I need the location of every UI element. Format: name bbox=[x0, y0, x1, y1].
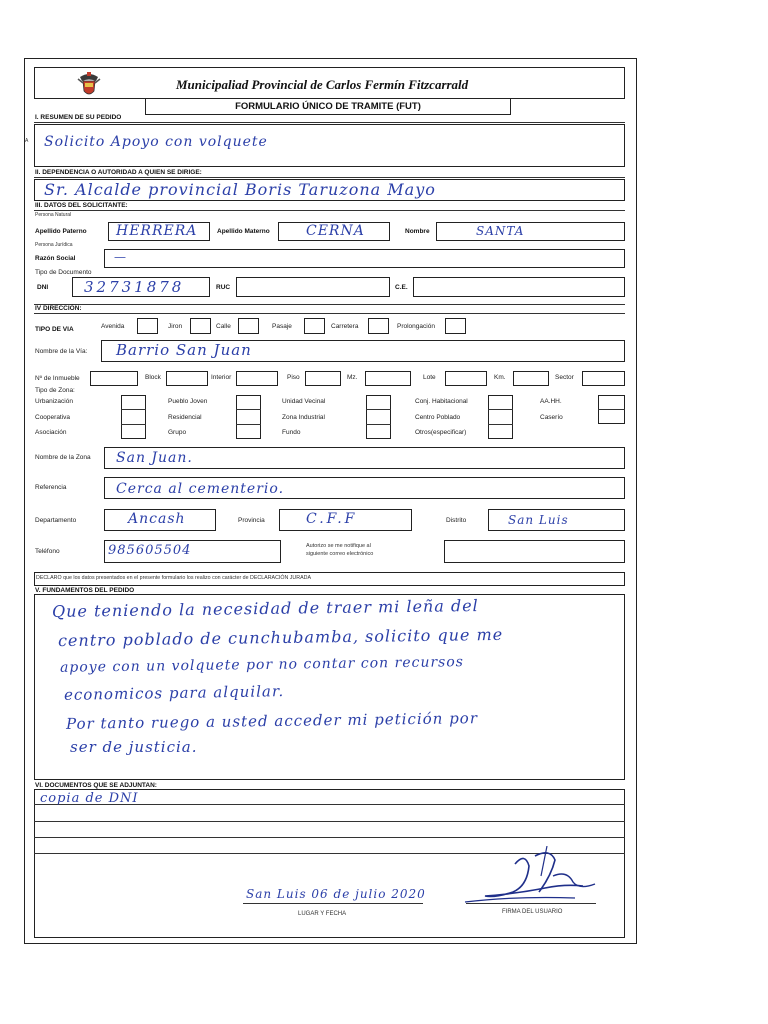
via-carretera-label: Carretera bbox=[331, 323, 359, 330]
razon-social-value: — bbox=[114, 250, 127, 264]
zona-fundo-label: Fundo bbox=[282, 429, 301, 436]
documento-item-1: copia de DNI bbox=[40, 791, 139, 806]
persona-natural-label: Persona Natural bbox=[35, 212, 72, 218]
via-avenida-label: Avenida bbox=[101, 323, 125, 330]
via-prolongacion-checkbox[interactable] bbox=[445, 318, 466, 334]
telefono-value: 985605504 bbox=[108, 543, 192, 558]
apellido-paterno-value: HERRERA bbox=[116, 223, 198, 239]
ruc-label: RUC bbox=[216, 284, 231, 291]
resumen-value: Solicito Apoyo con volquete bbox=[44, 134, 268, 150]
header-title: Municipaliad Provincial de Carlos Fermín Fitzcarrald bbox=[176, 77, 469, 92]
nombre-label: Nombre bbox=[405, 228, 430, 235]
form-title: FORMULARIO ÚNICO DE TRAMITE (FUT) bbox=[235, 101, 421, 112]
interior-label: Interior bbox=[211, 374, 232, 381]
nombre-zona-value: San Juan. bbox=[116, 450, 193, 466]
via-avenida-checkbox[interactable] bbox=[137, 318, 158, 334]
provincia-value: C.F.F bbox=[306, 511, 358, 527]
zona-urbanizacion-label: Urbanización bbox=[35, 398, 73, 405]
fundamentos-line-4: economicos para alquilar. bbox=[63, 682, 285, 704]
ce-label: C.E. bbox=[395, 284, 408, 291]
fundamentos-line-6: ser de justicia. bbox=[70, 738, 198, 756]
persona-juridica-label: Persona Jurídica bbox=[35, 242, 73, 248]
section4-label: IV DIRECCIÓN: bbox=[35, 305, 82, 312]
via-carretera-checkbox[interactable] bbox=[368, 318, 389, 334]
via-calle-label: Calle bbox=[216, 323, 231, 330]
provincia-label: Provincia bbox=[238, 517, 265, 524]
nombre-via-value: Barrio San Juan bbox=[116, 341, 252, 359]
section2-label: II. DEPENDENCIA O AUTORIDAD A QUIEN SE DIRIGE: bbox=[35, 169, 202, 176]
via-jiron-checkbox[interactable] bbox=[190, 318, 211, 334]
apellido-paterno-label: Apellido Paterno bbox=[35, 228, 87, 235]
fundamentos-line-5: Por tanto ruego a usted acceder mi petición por bbox=[65, 709, 479, 733]
piso-label: Piso bbox=[287, 374, 300, 381]
margin-mark: A bbox=[25, 138, 29, 144]
apellido-materno-value: CERNA bbox=[306, 223, 365, 239]
zona-conj-habitacional-label: Conj. Habitacional bbox=[415, 398, 468, 405]
dni-label: DNI bbox=[37, 284, 49, 291]
dependencia-value: Sr. Alcalde provincial Boris Taruzona Mayo bbox=[44, 180, 436, 199]
correo-field[interactable] bbox=[444, 540, 625, 563]
zona-asociacion-label: Asociación bbox=[35, 429, 67, 436]
nombre-via-label: Nombre de la Vía: bbox=[35, 348, 88, 355]
nombre-field[interactable] bbox=[436, 222, 625, 241]
telefono-label: Teléfono bbox=[35, 548, 60, 555]
municipal-crest-icon bbox=[74, 69, 104, 99]
zona-unidad-vecinal-label: Unidad Vecinal bbox=[282, 398, 326, 405]
tipo-zona-label: Tipo de Zona: bbox=[35, 387, 75, 394]
lote-label: Lote bbox=[423, 374, 436, 381]
via-pasaje-label: Pasaje bbox=[272, 323, 292, 330]
autorizo-line2: siguiente correo electrónico bbox=[306, 551, 374, 557]
section6-label: VI. DOCUMENTOS QUE SE ADJUNTAN: bbox=[35, 782, 157, 789]
section5-label: V. FUNDAMENTOS DEL PEDIDO bbox=[35, 587, 135, 594]
section3-label: III. DATOS DEL SOLICITANTE: bbox=[35, 202, 128, 209]
distrito-value: San Luis bbox=[508, 513, 569, 527]
piso-field[interactable] bbox=[305, 371, 341, 386]
nombre-value: SANTA bbox=[476, 224, 525, 238]
razon-social-field[interactable] bbox=[104, 249, 625, 268]
razon-social-label: Razón Social bbox=[35, 255, 76, 262]
zona-col1-checkboxes[interactable] bbox=[121, 395, 146, 439]
zona-col3-checkboxes[interactable] bbox=[366, 395, 391, 439]
departamento-value: Ancash bbox=[128, 511, 186, 527]
km-label: Km. bbox=[494, 374, 506, 381]
tipo-documento-label: Tipo de Documento bbox=[35, 269, 92, 276]
zona-aahh-label: AA.HH. bbox=[540, 398, 562, 405]
interior-field[interactable] bbox=[236, 371, 278, 386]
km-field[interactable] bbox=[513, 371, 549, 386]
zona-col4-checkboxes[interactable] bbox=[488, 395, 513, 439]
zona-industrial-label: Zona Industrial bbox=[282, 414, 325, 421]
sector-field[interactable] bbox=[582, 371, 625, 386]
firma-label: FIRMA DEL USUARIO bbox=[502, 909, 563, 915]
fundamentos-line-2: centro poblado de cunchubamba, solicito que me bbox=[57, 624, 504, 651]
dni-value: 32731878 bbox=[84, 278, 185, 296]
lote-field[interactable] bbox=[445, 371, 487, 386]
tipo-via-label: TIPO DE VIA bbox=[35, 326, 74, 333]
via-pasaje-checkbox[interactable] bbox=[304, 318, 325, 334]
via-calle-checkbox[interactable] bbox=[238, 318, 259, 334]
departamento-label: Departamento bbox=[35, 517, 77, 524]
ce-field[interactable] bbox=[413, 277, 625, 297]
referencia-value: Cerca al cementerio. bbox=[116, 481, 285, 497]
section1-label: I. RESUMEN DE SU PEDIDO bbox=[35, 114, 122, 121]
apellido-materno-label: Apellido Materno bbox=[217, 228, 270, 235]
zona-caserio-label: Caserío bbox=[540, 414, 563, 421]
fundamentos-line-1: Que teniendo la necesidad de traer mi leña del bbox=[51, 596, 479, 621]
via-prolongacion-label: Prolongación bbox=[397, 323, 435, 330]
inmueble-label: Nº de Inmueble bbox=[35, 375, 80, 382]
block-label: Block bbox=[145, 374, 161, 381]
ruc-field[interactable] bbox=[236, 277, 390, 297]
distrito-label: Distrito bbox=[446, 517, 467, 524]
zona-col2-checkboxes[interactable] bbox=[236, 395, 261, 439]
block-field[interactable] bbox=[166, 371, 208, 386]
mz-label: Mz. bbox=[347, 374, 358, 381]
zona-centro-poblado-label: Centro Poblado bbox=[415, 414, 461, 421]
lugar-fecha-label: LUGAR Y FECHA bbox=[298, 911, 347, 917]
nombre-zona-label: Nombre de la Zona bbox=[35, 454, 91, 461]
fundamentos-line-3: apoye con un volquete por no contar con recursos bbox=[59, 654, 465, 676]
referencia-label: Referencia bbox=[35, 484, 67, 491]
declaracion-text: DECLARO que los datos presentados en el presente formulario los realizo con carácter de DECLARACIÓN JURADA bbox=[36, 575, 311, 581]
via-jiron-label: Jiron bbox=[168, 323, 183, 330]
zona-otros-label: Otros(especificar) bbox=[415, 429, 467, 436]
zona-cooperativa-label: Cooperativa bbox=[35, 414, 71, 421]
zona-pueblo-joven-label: Pueblo Joven bbox=[168, 398, 208, 405]
place-date-value: San Luis 06 de julio 2020 bbox=[246, 887, 426, 901]
autorizo-line1: Autorizo se me notifique al bbox=[306, 543, 371, 549]
sector-label: Sector bbox=[555, 374, 574, 381]
zona-grupo-label: Grupo bbox=[168, 429, 187, 436]
zona-residencial-label: Residencial bbox=[168, 414, 202, 421]
inmueble-field[interactable] bbox=[90, 371, 138, 386]
mz-field[interactable] bbox=[365, 371, 411, 386]
